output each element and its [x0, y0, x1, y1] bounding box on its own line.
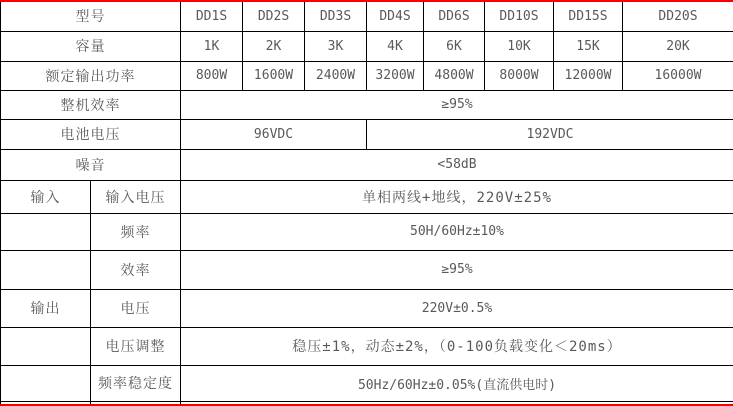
capacity-cell: 15K: [554, 31, 623, 61]
row-efficiency: [1, 90, 733, 119]
row-label-capacity: 容量: [1, 31, 181, 61]
power-cell: 2400W: [305, 61, 367, 90]
power-cell: 3200W: [367, 61, 424, 90]
output-voltage-value: 220V±0.5%: [181, 289, 733, 327]
row-capacity: [1, 31, 733, 61]
noise-value: <58dB: [181, 149, 733, 180]
row-input-efficiency: [1, 250, 733, 289]
row-label-input-voltage: 输入电压: [91, 180, 181, 213]
capacity-cell: 2K: [243, 31, 305, 61]
row-label-input-efficiency: 效率: [91, 250, 181, 289]
section-label-empty: [1, 250, 91, 289]
capacity-cell: 20K: [623, 31, 733, 61]
row-rated-power: [1, 61, 733, 90]
input-efficiency-value: ≥95%: [181, 250, 733, 289]
battery-voltage-right: 192VDC: [367, 119, 733, 149]
row-label-input-frequency: 频率: [91, 213, 181, 250]
spec-table: [0, 2, 733, 404]
row-output-voltage: [1, 289, 733, 327]
row-battery-voltage: [1, 119, 733, 149]
capacity-cell: 6K: [424, 31, 485, 61]
section-label-input: 输入: [1, 180, 91, 213]
model-cell: DD10S: [485, 2, 554, 31]
row-input-frequency: [1, 213, 733, 250]
power-cell: 1600W: [243, 61, 305, 90]
capacity-cell: 3K: [305, 31, 367, 61]
row-label-model: 型号: [1, 2, 181, 31]
efficiency-value: ≥95%: [181, 90, 733, 119]
input-voltage-value: 单相两线+地线，220V±25%: [181, 180, 733, 213]
input-frequency-value: 50H/60Hz±10%: [181, 213, 733, 250]
power-cell: 16000W: [623, 61, 733, 90]
voltage-regulation-value: 稳压±1%，动态±2%，（0-100负载变化＜20ms）: [181, 327, 733, 365]
section-label-empty: [1, 327, 91, 365]
power-cell: 800W: [181, 61, 243, 90]
frequency-stability-value: 50Hz/60Hz±0.05%(直流供电时): [181, 365, 733, 401]
row-label-voltage-regulation: 电压调整: [91, 327, 181, 365]
power-cell: 12000W: [554, 61, 623, 90]
section-label-empty: [1, 213, 91, 250]
row-label-output-voltage: 电压: [91, 289, 181, 327]
row-noise: [1, 149, 733, 180]
section-label-empty: [1, 365, 91, 401]
capacity-cell: 4K: [367, 31, 424, 61]
model-cell: DD6S: [424, 2, 485, 31]
model-cell: DD3S: [305, 2, 367, 31]
capacity-cell: 10K: [485, 31, 554, 61]
section-label-output: 输出: [1, 289, 91, 327]
power-cell: 8000W: [485, 61, 554, 90]
row-label-efficiency: 整机效率: [1, 90, 181, 119]
row-label-rated-power: 额定输出功率: [1, 61, 181, 90]
capacity-cell: 1K: [181, 31, 243, 61]
power-cell: 4800W: [424, 61, 485, 90]
row-input-voltage: [1, 180, 733, 213]
row-label-noise: 噪音: [1, 149, 181, 180]
model-cell: DD15S: [554, 2, 623, 31]
row-voltage-regulation: [1, 327, 733, 365]
row-label-battery-voltage: 电池电压: [1, 119, 181, 149]
battery-voltage-left: 96VDC: [181, 119, 367, 149]
model-cell: DD20S: [623, 2, 733, 31]
model-cell: DD4S: [367, 2, 424, 31]
row-label-frequency-stability: 频率稳定度: [91, 365, 181, 401]
model-cell: DD1S: [181, 2, 243, 31]
model-cell: DD2S: [243, 2, 305, 31]
row-frequency-stability: [1, 365, 733, 401]
row-model: [1, 2, 733, 31]
